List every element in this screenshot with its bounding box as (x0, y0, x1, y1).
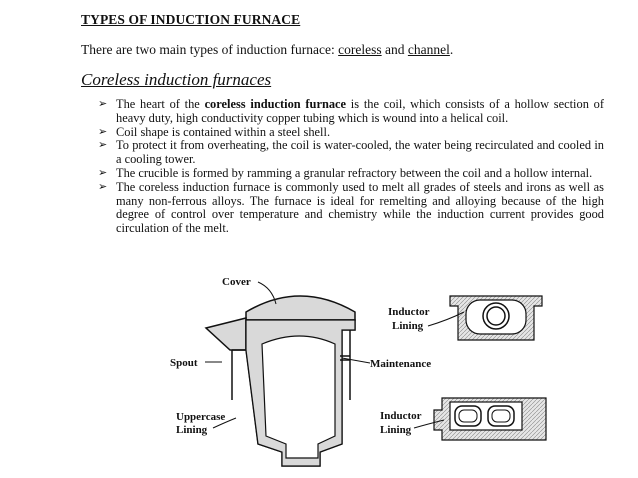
inductor-section-double (434, 398, 546, 440)
label-inductor-bottom-line1: Inductor (380, 410, 422, 422)
page-title: TYPES OF INDUCTION FURNACE (81, 12, 301, 27)
label-maintenance: Maintenance (370, 358, 432, 370)
intro-suffix: . (449, 42, 454, 57)
label-cover: Cover (222, 276, 251, 288)
label-inductor-top-line1: Inductor (388, 306, 430, 318)
inductor-section-single (450, 296, 542, 340)
list-item-text: The crucible is formed by ramming a granular refractory between the coil and a hollow internal. (116, 165, 593, 180)
furnace-vessel (206, 296, 355, 466)
section-heading: Coreless induction furnaces (81, 70, 272, 89)
list-item-text: To protect it from overheating, the coil is water-cooled, the water being recirculated and cooled in a cooling tower. (116, 138, 604, 167)
label-uppercase-line2: Lining (176, 424, 208, 436)
intro-type-coreless: coreless (338, 42, 382, 57)
intro-type-channel: channel (407, 42, 450, 57)
bullet-arrow-icon: ➢ (98, 166, 108, 179)
list-item-text: The coreless induction furnace is commonly used to melt all grades of steels and irons as well as many non-ferrous alloys. The furnace is ideal for remelting and alloying because of the high degree of control over temperature and chemistry while the induction current provides good circulation of the melt. (116, 179, 604, 236)
list-item-text: Coil shape is contained within a steel shell. (116, 124, 331, 139)
bullet-arrow-icon: ➢ (98, 125, 108, 138)
intro-prefix: There are two main types of induction furnace: (81, 42, 339, 57)
furnace-spout (206, 318, 246, 350)
label-inductor-top-line2: Lining (392, 320, 424, 332)
list-item-bold: coreless induction furnace (204, 97, 347, 111)
furnace-cover (246, 296, 355, 320)
list-item-text: is the coil, which consists of a hollow section of heavy duty, high conductivity copper tubing which is wound into a helical coil. (116, 97, 604, 125)
label-inductor-bottom-line2: Lining (380, 424, 412, 436)
label-uppercase-line1: Uppercase (176, 411, 226, 423)
bullet-arrow-icon: ➢ (98, 98, 108, 110)
intro-connector: and (381, 42, 408, 57)
bullet-arrow-icon: ➢ (98, 139, 108, 152)
label-spout: Spout (170, 357, 198, 369)
list-item-text: The heart of the (116, 97, 205, 111)
bullet-arrow-icon: ➢ (98, 180, 108, 193)
